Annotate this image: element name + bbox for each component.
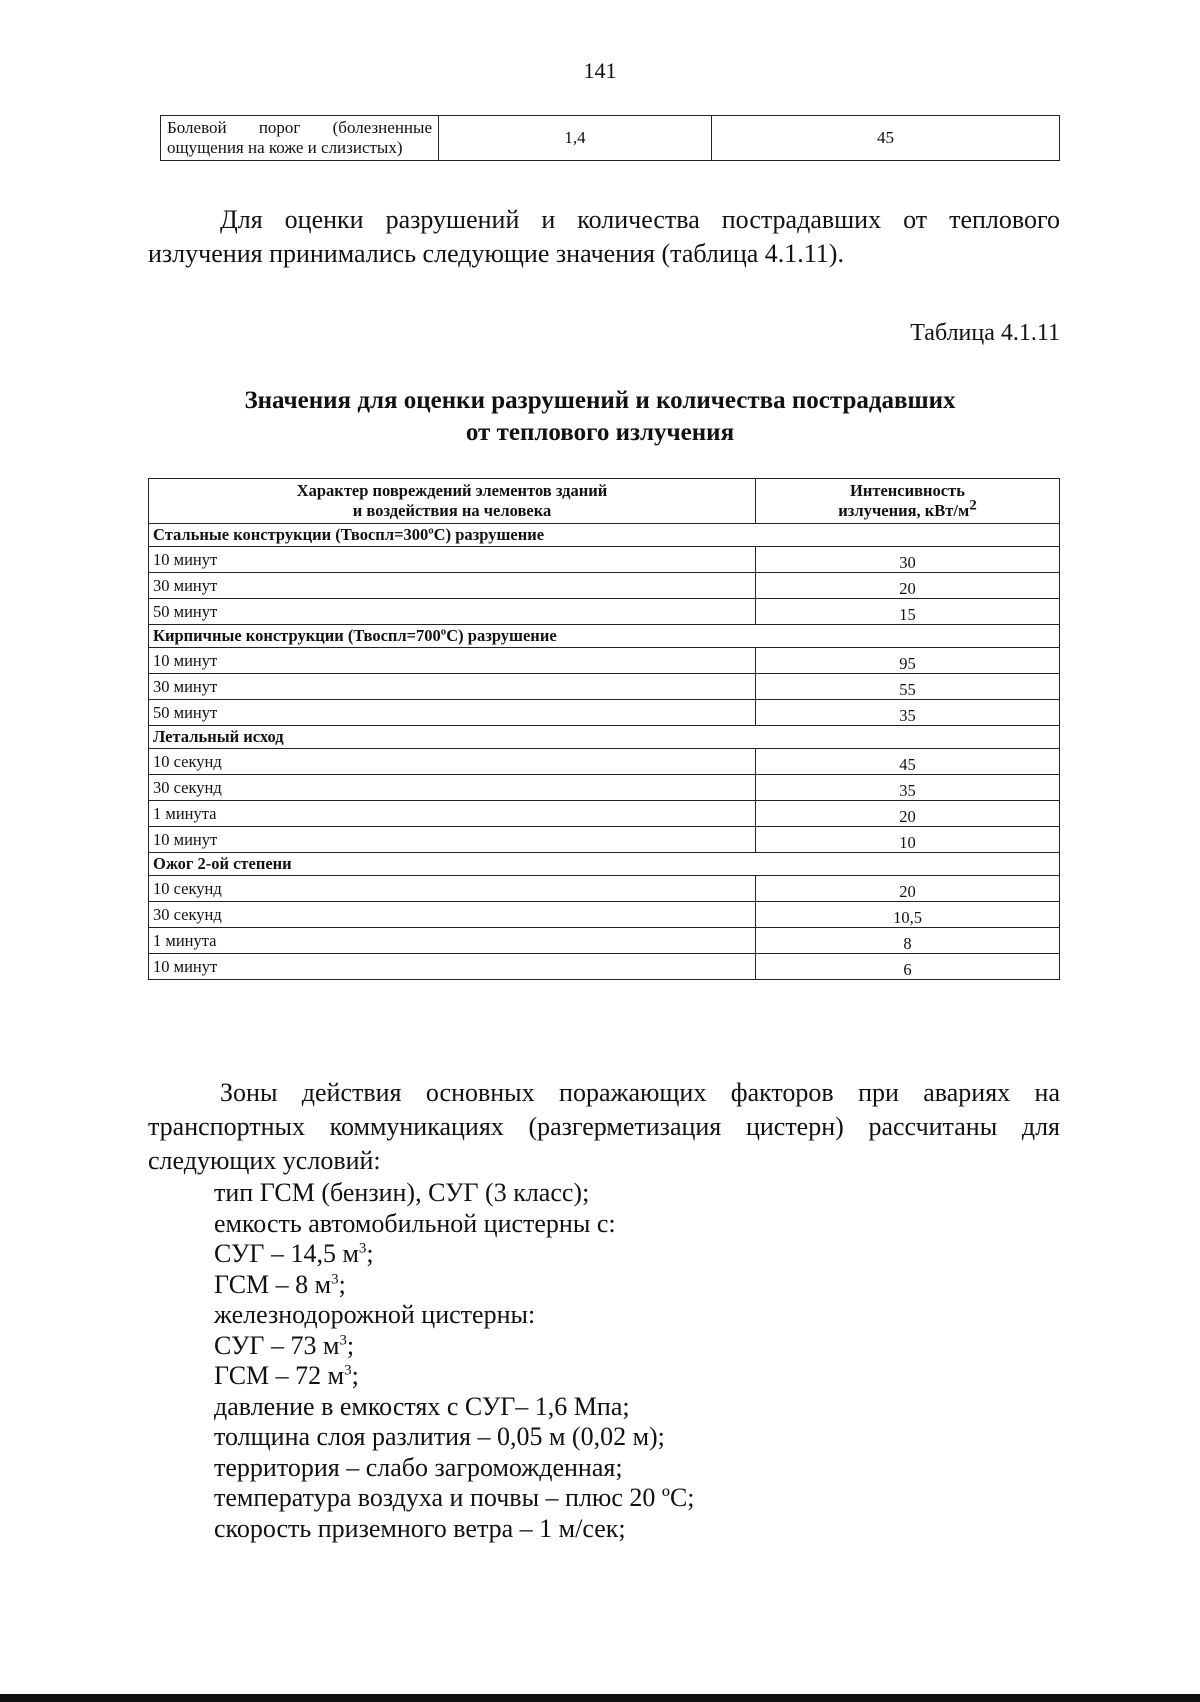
header-col1-line1: Характер повреждений элементов зданий (296, 481, 608, 500)
row-value: 8 (756, 928, 1060, 954)
group-header-row (149, 524, 1060, 547)
condition-rail-tank: железнодорожной цистерны: (214, 1300, 536, 1329)
table-title (0, 385, 1200, 449)
row-value: 30 (756, 547, 1060, 573)
table-row (149, 599, 1060, 625)
condition-fuel-type: тип ГСМ (бензин), СУГ (3 класс); (214, 1178, 590, 1207)
text: ГСМ – 8 м (214, 1269, 332, 1299)
condition-territory: территория – слабо загроможденная; (214, 1452, 623, 1482)
scan-edge-divider (0, 1694, 1200, 1702)
row-value-2: 45 (712, 116, 1060, 161)
row-label: 10 минут (149, 827, 756, 853)
thermal-radiation-table (148, 478, 1060, 980)
table-row (149, 547, 1060, 573)
row-label: 10 минут (149, 954, 756, 980)
row-value: 20 (756, 573, 1060, 599)
condition-spill-thickness: толщина слоя разлития – 0,05 м (0,02 м); (214, 1422, 665, 1451)
group-title: Ожог 2-ой степени (149, 853, 1060, 876)
table-header-row (149, 479, 1060, 524)
text: ; (351, 1361, 359, 1390)
superscript: 3 (358, 1240, 367, 1257)
header-col2-line2 (760, 497, 1055, 521)
superscript: 3 (331, 1270, 339, 1287)
group-title: Стальные конструкции (Твоспл=300ºС) разрушение (149, 524, 1060, 547)
table-title-line-2: от теплового излучения (465, 419, 735, 446)
table-row (149, 674, 1060, 700)
row-value: 10,5 (756, 902, 1060, 928)
header-col2-line1: Интенсивность (850, 481, 965, 500)
header-unit-sup: 2 (969, 497, 977, 514)
conditions-list (214, 1178, 695, 1544)
row-value: 10 (756, 827, 1060, 853)
text: ; (366, 1239, 374, 1268)
row-label: 1 минута (149, 801, 756, 827)
text: ; (346, 1330, 355, 1360)
row-value: 20 (756, 801, 1060, 827)
table-row (149, 876, 1060, 902)
group-title: Летальный исход (149, 726, 1060, 749)
row-value: 95 (756, 648, 1060, 674)
table-row (149, 573, 1060, 599)
text: ; (338, 1269, 346, 1299)
text: СУГ – 14,5 м (214, 1239, 359, 1268)
row-label: 30 минут (149, 674, 756, 700)
row-value-1: 1,4 (439, 116, 712, 161)
superscript: 3 (344, 1362, 352, 1379)
table-row (149, 954, 1060, 980)
row-value: 20 (756, 876, 1060, 902)
header-intensity (756, 479, 1060, 524)
condition-truck-lpg (214, 1239, 695, 1270)
header-unit: излучения, кВт/м (838, 501, 970, 520)
table-row (149, 928, 1060, 954)
table-row (149, 648, 1060, 674)
condition-truck-capacity: емкость автомобильной цистерны с: (214, 1208, 616, 1238)
condition-rail-fuel (214, 1361, 695, 1392)
row-label: 30 секунд (149, 775, 756, 801)
header-damage-type (149, 479, 756, 524)
condition-pressure: давление в емкостях с СУГ– 1,6 Мпа; (214, 1391, 630, 1421)
condition-temperature: температура воздуха и почвы – плюс 20 ºС; (214, 1483, 695, 1512)
condition-rail-lpg (214, 1331, 695, 1362)
table-row (161, 116, 1060, 161)
row-value: 6 (756, 954, 1060, 980)
row-value: 35 (756, 700, 1060, 726)
row-label: 10 секунд (149, 876, 756, 902)
header-col1-line2: и воздействия на человека (352, 501, 552, 520)
row-label: 10 секунд (149, 749, 756, 775)
row-label: Болевой порог (болезненные ощущения на коже и слизистых) (161, 116, 439, 161)
row-value: 35 (756, 775, 1060, 801)
page-number: 141 (583, 58, 617, 83)
condition-truck-fuel (214, 1270, 695, 1301)
group-header-row (149, 625, 1060, 648)
row-value: 45 (756, 749, 1060, 775)
table-row (149, 700, 1060, 726)
continued-table (160, 115, 1060, 161)
condition-wind-speed: скорость приземного ветра – 1 м/сек; (214, 1513, 626, 1543)
row-label: 10 минут (149, 547, 756, 573)
intro-paragraph: Для оценки разрушений и количества пострадавших от теплового излучения принимались следующие значения (таблица 4.1.11). (148, 205, 1060, 268)
row-label: 30 минут (149, 573, 756, 599)
superscript: 3 (339, 1331, 347, 1348)
row-label: 1 минута (149, 928, 756, 954)
row-label: 30 секунд (149, 902, 756, 928)
table-title-line-1: Значения для оценки разрушений и количества пострадавших (244, 387, 956, 414)
text: ГСМ – 72 м (214, 1361, 345, 1390)
group-title: Кирпичные конструкции (Твоспл=700ºС) разрушение (149, 625, 1060, 648)
table-row (149, 902, 1060, 928)
row-label: 50 минут (149, 599, 756, 625)
group-header-row (149, 726, 1060, 749)
table-row (149, 749, 1060, 775)
group-header-row (149, 853, 1060, 876)
table-row (149, 801, 1060, 827)
text: СУГ – 73 м (214, 1330, 340, 1360)
row-label: 50 минут (149, 700, 756, 726)
table-row (149, 775, 1060, 801)
row-value: 55 (756, 674, 1060, 700)
row-label: 10 минут (149, 648, 756, 674)
zones-paragraph: Зоны действия основных поражающих факторов при авариях на транспортных коммуникациях (разгерметизация цистерн) рассчитаны для следующих условий: (148, 1078, 1060, 1175)
row-value: 15 (756, 599, 1060, 625)
table-label: Таблица 4.1.11 (910, 320, 1060, 346)
table-row (149, 827, 1060, 853)
